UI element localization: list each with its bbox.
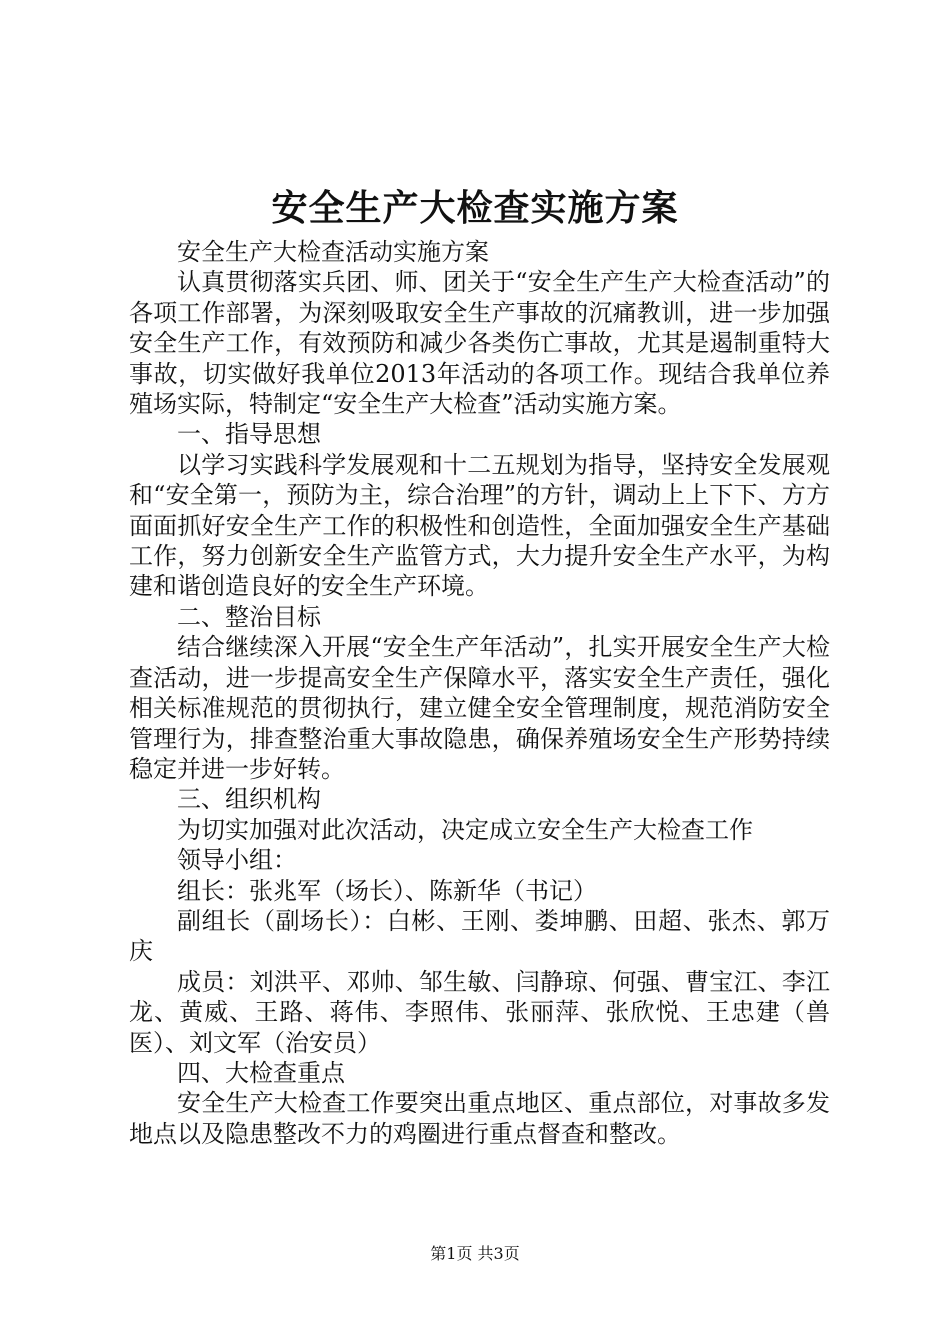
paragraph-organization: 为切实加强对此次活动，决定成立安全生产大检查工作 xyxy=(177,815,753,844)
paragraph-group-leader: 组长：张兆军（场长）、陈新华（书记） xyxy=(177,876,597,905)
document-title: 安全生产大检查实施方案 xyxy=(271,187,679,229)
section-heading-guiding-thought: 一、指导思想 xyxy=(177,420,321,449)
document-body xyxy=(129,237,830,1149)
section-heading-organization: 三、组织机构 xyxy=(177,785,321,814)
paragraph-subtitle: 安全生产大检查活动实施方案 xyxy=(177,238,489,266)
paragraph-leading-group: 领导小组： xyxy=(177,846,297,875)
section-heading-inspection-focus: 四、大检查重点 xyxy=(177,1058,345,1087)
paragraph-goals: 结合继续深入开展“安全生产年活动”，扎实开展安全生产大检查活动，进一步提高安全生产保障水平，落实安全生产责任，强化相关标准规范的贯彻执行，建立健全安全管理制度，规范消防安全管理行为，排查整治重大事故隐患，确保养殖场安全生产形势持续稳定并进一步好转。 xyxy=(129,633,830,783)
page-footer: 第1页 共3页 xyxy=(430,1244,520,1263)
paragraph-inspection-focus: 安全生产大检查工作要突出重点地区、重点部位，对事故多发地点以及隐患整改不力的鸡圈进行重点督查和整改。 xyxy=(129,1089,830,1148)
paragraph-deputy-leaders: 副组长（副场长）：白彬、王刚、娄坤鹏、田超、张杰、郭万庆 xyxy=(129,906,830,966)
paragraph-members: 成员：刘洪平、邓帅、邹生敏、闫静琼、何强、曹宝江、李江龙、黄威、王路、蒋伟、李照伟、张丽萍、张欣悦、王忠建（兽医）、刘文军（治安员） xyxy=(129,967,830,1057)
section-heading-goals: 二、整治目标 xyxy=(177,602,321,631)
paragraph-intro: 认真贯彻落实兵团、师、团关于“安全生产生产大检查活动”的各项工作部署，为深刻吸取安全生产事故的沉痛教训，进一步加强安全生产工作，有效预防和减少各类伤亡事故，尤其是遏制重特大事故，切实做好我单位2013年活动的各项工作。现结合我单位养殖场实际，特制定“安全生产大检查”活动实施方案。 xyxy=(129,268,830,419)
paragraph-guiding-thought: 以学习实践科学发展观和十二五规划为指导，坚持安全发展观和“安全第一，预防为主，综合治理”的方针，调动上上下下、方方面面抓好安全生产工作的积极性和创造性，全面加强安全生产基础工作，努力创新安全生产监管方式，大力提升安全生产水平，为构建和谐创造良好的安全生产环境。 xyxy=(129,450,830,601)
